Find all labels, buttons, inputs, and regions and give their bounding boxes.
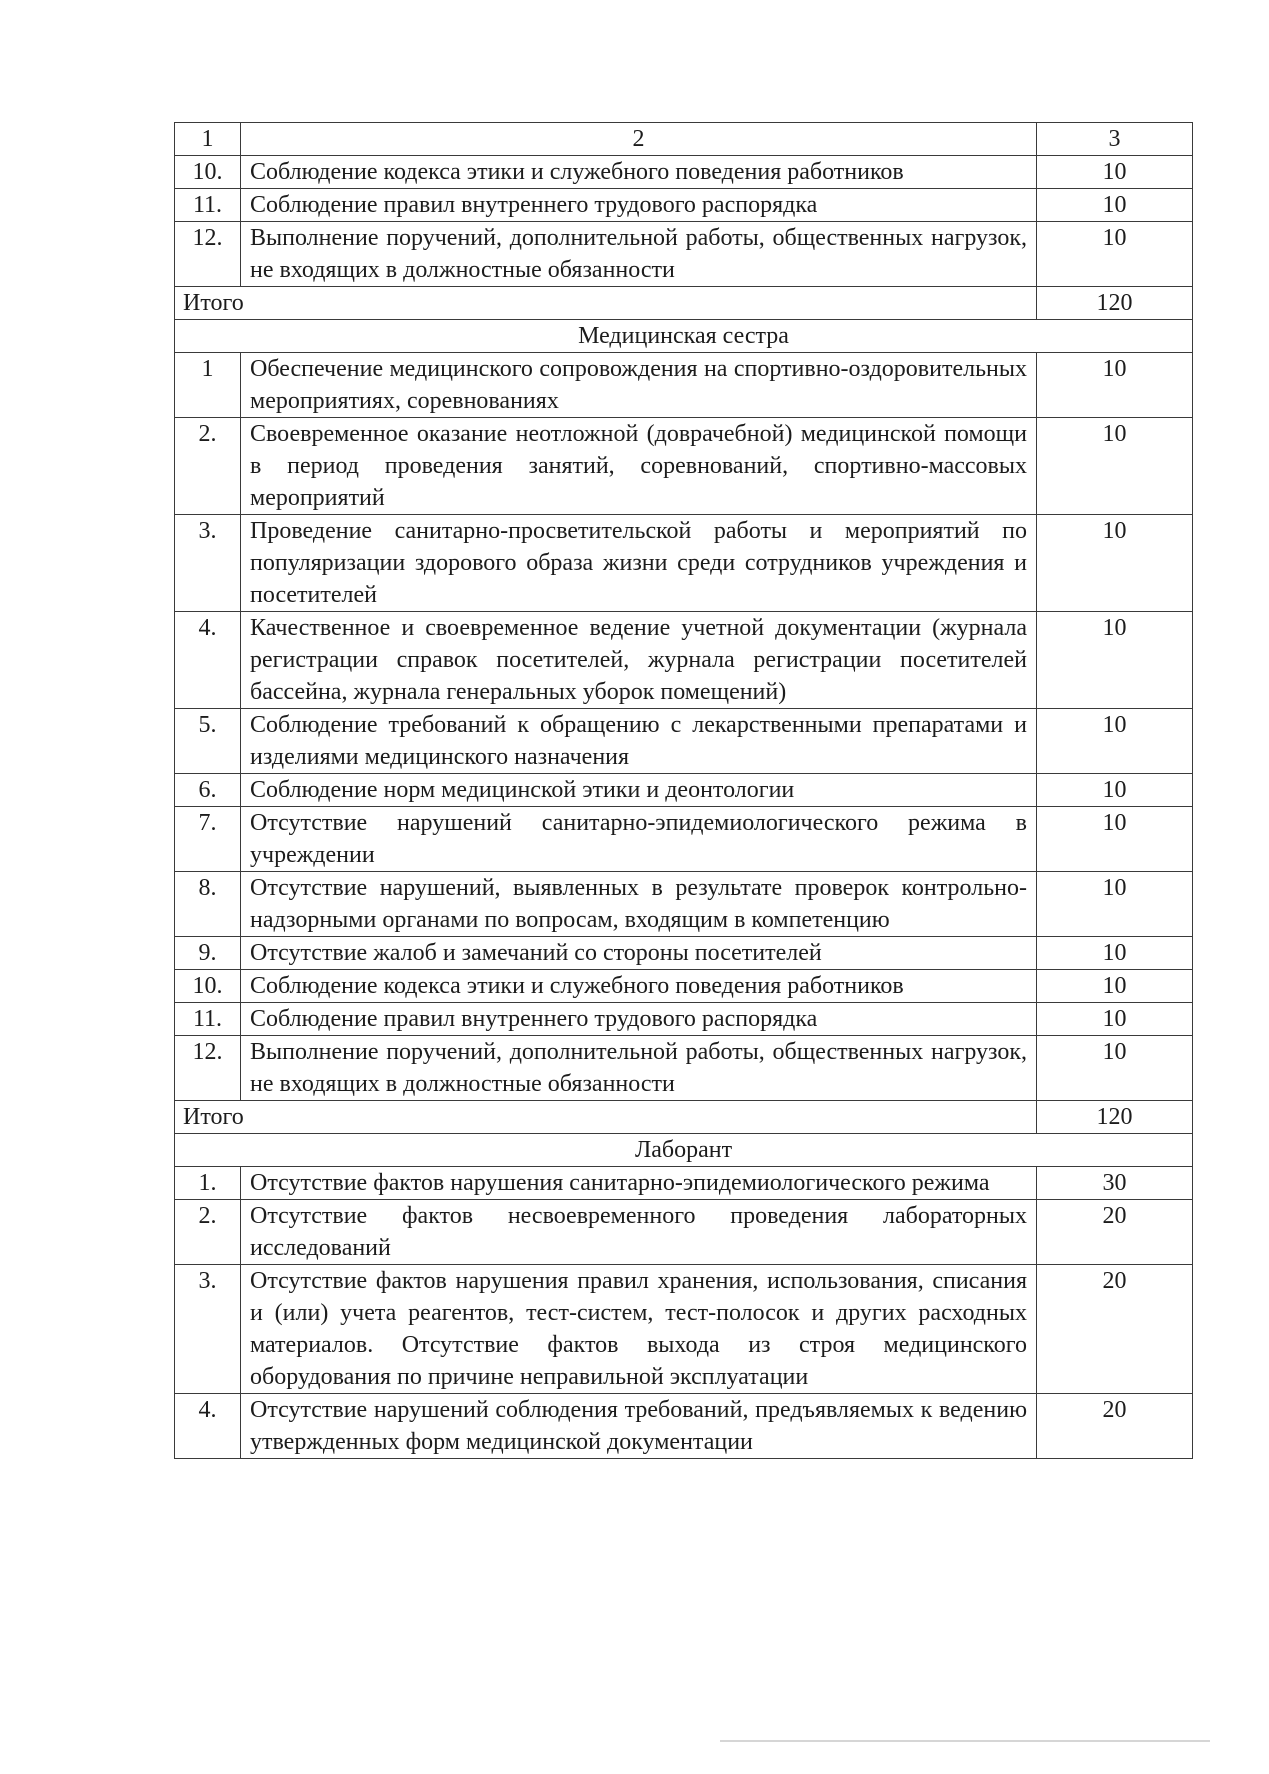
row-number: 1.	[175, 1167, 241, 1200]
row-criterion: Качественное и своевременное ведение учетной документации (журнала регистрации справок посетителей, журнала регистрации посетителей бассейна, журнала генеральных уборок помещений)	[241, 612, 1037, 709]
row-criterion: Соблюдение кодекса этики и служебного поведения работников	[241, 156, 1037, 189]
row-points: 10	[1037, 709, 1193, 774]
row-number: 3.	[175, 515, 241, 612]
row-number: 11.	[175, 189, 241, 222]
row-points: 10	[1037, 222, 1193, 287]
row-number: 2.	[175, 418, 241, 515]
total-value: 120	[1037, 287, 1193, 320]
row-criterion: Соблюдение правил внутреннего трудового распорядка	[241, 1003, 1037, 1036]
table-row	[175, 222, 1193, 287]
row-criterion: Соблюдение правил внутреннего трудового распорядка	[241, 189, 1037, 222]
row-criterion: Соблюдение кодекса этики и служебного поведения работников	[241, 970, 1037, 1003]
row-points: 10	[1037, 807, 1193, 872]
row-number: 2.	[175, 1200, 241, 1265]
table-row	[175, 807, 1193, 872]
table-row	[175, 612, 1193, 709]
table-row	[175, 189, 1193, 222]
table-row	[175, 872, 1193, 937]
table-row	[175, 1036, 1193, 1101]
row-number: 4.	[175, 1394, 241, 1459]
row-criterion: Соблюдение требований к обращению с лекарственными препаратами и изделиями медицинского назначения	[241, 709, 1037, 774]
row-number: 12.	[175, 1036, 241, 1101]
row-number: 3.	[175, 1265, 241, 1394]
row-points: 30	[1037, 1167, 1193, 1200]
row-points: 10	[1037, 774, 1193, 807]
row-points: 20	[1037, 1394, 1193, 1459]
row-points: 10	[1037, 515, 1193, 612]
header-col-number: 1	[175, 123, 241, 156]
section-title-row	[175, 320, 1193, 353]
criteria-table	[174, 122, 1193, 1459]
row-number: 12.	[175, 222, 241, 287]
row-points: 10	[1037, 970, 1193, 1003]
row-criterion: Отсутствие жалоб и замечаний со стороны посетителей	[241, 937, 1037, 970]
total-label: Итого	[175, 287, 1037, 320]
row-criterion: Выполнение поручений, дополнительной работы, общественных нагрузок, не входящих в должностные обязанности	[241, 1036, 1037, 1101]
row-points: 10	[1037, 612, 1193, 709]
table-row	[175, 1003, 1193, 1036]
section-title: Медицинская сестра	[175, 320, 1193, 353]
row-criterion: Отсутствие нарушений санитарно-эпидемиологического режима в учреждении	[241, 807, 1037, 872]
row-criterion: Отсутствие фактов несвоевременного проведения лабораторных исследований	[241, 1200, 1037, 1265]
total-row	[175, 1101, 1193, 1134]
table-row	[175, 1200, 1193, 1265]
header-col-points: 3	[1037, 123, 1193, 156]
section-title-row	[175, 1134, 1193, 1167]
table-row	[175, 709, 1193, 774]
row-number: 8.	[175, 872, 241, 937]
row-criterion: Отсутствие нарушений соблюдения требований, предъявляемых к ведению утвержденных форм медицинской документации	[241, 1394, 1037, 1459]
row-points: 10	[1037, 1003, 1193, 1036]
row-criterion: Отсутствие фактов нарушения санитарно-эпидемиологического режима	[241, 1167, 1037, 1200]
table-row	[175, 515, 1193, 612]
table-row	[175, 353, 1193, 418]
row-points: 10	[1037, 1036, 1193, 1101]
row-points: 20	[1037, 1200, 1193, 1265]
row-number: 11.	[175, 1003, 241, 1036]
header-col-criterion: 2	[241, 123, 1037, 156]
row-criterion: Соблюдение норм медицинской этики и деонтологии	[241, 774, 1037, 807]
row-criterion: Отсутствие фактов нарушения правил хранения, использования, списания и (или) учета реагентов, тест-систем, тест-полосок и других расходных материалов. Отсутствие фактов выхода из строя медицинского оборудования по причине неправильной эксплуатации	[241, 1265, 1037, 1394]
row-number: 5.	[175, 709, 241, 774]
row-points: 20	[1037, 1265, 1193, 1394]
table-row	[175, 970, 1193, 1003]
total-row	[175, 287, 1193, 320]
row-criterion: Выполнение поручений, дополнительной работы, общественных нагрузок, не входящих в должностные обязанности	[241, 222, 1037, 287]
table-row	[175, 1265, 1193, 1394]
row-criterion: Отсутствие нарушений, выявленных в результате проверок контрольно-надзорными органами по вопросам, входящим в компетенцию	[241, 872, 1037, 937]
total-value: 120	[1037, 1101, 1193, 1134]
table-row	[175, 418, 1193, 515]
row-criterion: Проведение санитарно-просветительской работы и мероприятий по популяризации здорового образа жизни среди сотрудников учреждения и посетителей	[241, 515, 1037, 612]
table-row	[175, 774, 1193, 807]
row-points: 10	[1037, 189, 1193, 222]
row-number: 7.	[175, 807, 241, 872]
total-label: Итого	[175, 1101, 1037, 1134]
row-number: 4.	[175, 612, 241, 709]
table-row	[175, 937, 1193, 970]
table-row	[175, 156, 1193, 189]
header-row	[175, 123, 1193, 156]
row-points: 10	[1037, 872, 1193, 937]
row-points: 10	[1037, 353, 1193, 418]
row-criterion: Обеспечение медицинского сопровождения на спортивно-оздоровительных мероприятиях, соревнованиях	[241, 353, 1037, 418]
table-row	[175, 1167, 1193, 1200]
row-points: 10	[1037, 937, 1193, 970]
row-number: 9.	[175, 937, 241, 970]
section-title: Лаборант	[175, 1134, 1193, 1167]
table-row	[175, 1394, 1193, 1459]
row-points: 10	[1037, 418, 1193, 515]
row-number: 10.	[175, 970, 241, 1003]
row-number: 10.	[175, 156, 241, 189]
row-criterion: Своевременное оказание неотложной (доврачебной) медицинской помощи в период проведения занятий, соревнований, спортивно-массовых мероприятий	[241, 418, 1037, 515]
scan-edge-line	[720, 1740, 1210, 1742]
row-number: 1	[175, 353, 241, 418]
row-points: 10	[1037, 156, 1193, 189]
criteria-table-body	[175, 123, 1193, 1459]
row-number: 6.	[175, 774, 241, 807]
